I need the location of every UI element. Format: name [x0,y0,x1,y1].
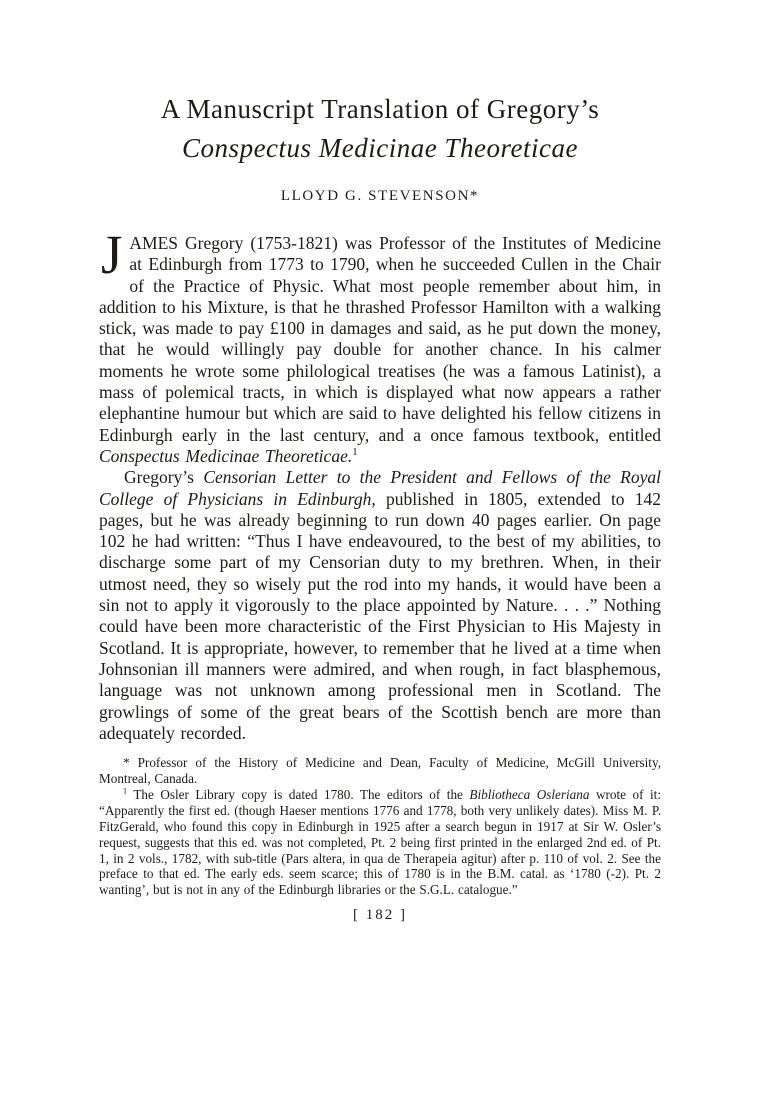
footnote-1 [99,787,661,898]
footnote-text: $^1$ The Osler Library copy is dated 1780. The editors of the Bibliotheca Osleriana wrote of it: “Apparently the first ed. (though Haeser mentions 1776 and 1778, both very unlikely dates). Miss M. P. FitzGerald, who found this copy in Edinburgh in 1925 after a search begun in 1917 at Sir W. Osler’s request, suggests that this ed. was not completed, Pt. 2 being first printed in the enlarged 2nd ed. of Pt. 1, in 2 vols., 1782, with sub-title (Pars altera, in qua de Therapeia agitur) after p. 110 of vol. 2. See the preface to that ed. The early eds. seem scarce; this of 1780 is in the B.M. catal. as ‘1780 (-2). Pt. 2 wanting’, but is not in any of the Edinburgh libraries or the S.G.L. catalogue.” [99,786,661,898]
paragraph-text: Gregory’s Censorian Letter to the President and Fellows of the Royal College of Physicians in Edinburgh, published in 1805, extended to 142 pages, but he was already beginning to run down 40 pages earlier. On page 102 he had written: “Thus I have endeavoured, to the best of my abilities, to discharge some part of my Censorian duty to my brethren. When, in their utmost need, they so wisely put the rod into my hands, it would have been a sin not to apply it vigorously to the place appointed by Nature. . . .” Nothing could have been more characteristic of the First Physician to His Majesty in Scotland. It is appropriate, however, to remember that he lived at a time when Johnsonian ill manners were admired, and when rough, in fact blasphemous, language was not unknown among professional men in Scotland. The growlings of some of the great bears of the Scottish bench are more than adequately recorded. [99,467,661,743]
footnote-author-affiliation [99,755,661,787]
drop-cap: J [101,224,123,285]
article-title-line-1: A Manuscript Translation of Gregory’s [160,94,600,124]
author-byline: LLOYD G. STEVENSON* [280,188,480,204]
footnotes-section [99,755,661,898]
text-block [99,90,661,924]
article-title [99,90,661,168]
article-title-line-2: Conspectus Medicinae Theoreticae [182,133,578,163]
paragraph-text: AMES Gregory (1753-1821) was Professor of the Institutes of Medicine at Edinburgh from 1773 to 1790, when he succeeded Cullen in the Chair of the Practice of Physic. What most people remember about him, in addition to his Mixture, is that he thrashed Professor Hamilton with a walking stick, was made to pay £100 in damages and said, as he put down the money, that he would willingly pay double for another chance. In his calmer moments he wrote some philological treatises (he was a famous Latinist), a mass of polemical tracts, in which is displayed what now appears a rather elephantine humour but which are said to have delighted his fellow citizens in Edinburgh early in the last century, and a once famous textbook, entitled Conspectus Medicinae Theoreticae.$^1$ [99,233,661,466]
article-body [99,224,661,744]
page-number: [ 182 ] [353,907,407,924]
footnote-text: * Professor of the History of Medicine and Dean, Faculty of Medicine, McGill University, Montreal, Canada. [99,755,661,787]
body-paragraph-1 [99,224,661,467]
body-paragraph-2 [99,467,661,744]
